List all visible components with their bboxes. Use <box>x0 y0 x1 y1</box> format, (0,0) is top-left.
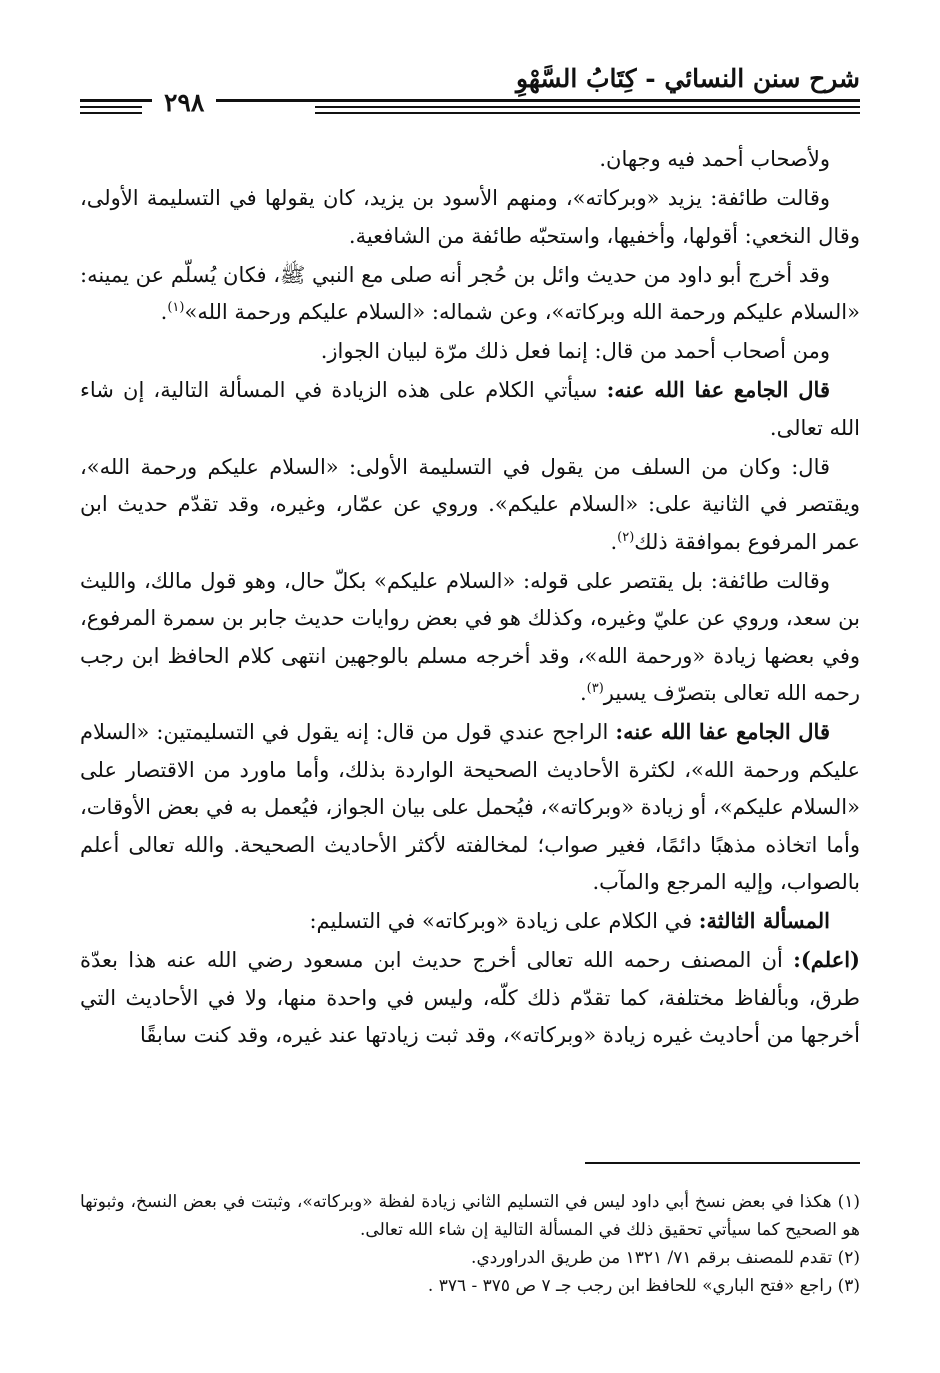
running-title: شرح سنن النسائي - كِتَابُ السَّهْوِ <box>515 64 860 93</box>
paragraph-text: ولأصحاب أحمد فيه وجهان. <box>599 147 830 171</box>
paragraph <box>80 140 860 179</box>
paragraph <box>80 371 860 447</box>
paragraph-text: وقد أخرج أبو داود من حديث وائل بن حُجر أنه صلى مع النبي ﷺ، فكان يُسلّم عن يمينه: «السلام عليكم ورحمة الله وبركاته»، وعن شماله: «السلام عليكم ورحمة الله» <box>80 262 860 324</box>
footnote-reference[interactable]: (٢) <box>617 529 635 545</box>
page-header <box>80 50 860 120</box>
paragraph <box>80 902 860 941</box>
footnote: (٣) راجع «فتح الباري» للحافظ ابن رجب جـ ٧ ص ٣٧٥ - ٣٧٦ . <box>427 1276 860 1296</box>
paragraph-text: وقالت طائفة: يزيد «وبركاته»، ومنهم الأسود بن يزيد، كان يقولها في التسليمة الأولى، وقال النخعي: أقولها، وأخفيها، واستحبّه طائفة من الشافعية. <box>80 186 860 248</box>
footnote-separator <box>585 1162 860 1164</box>
paragraph <box>80 448 860 562</box>
paragraph-text: قال: وكان من السلف من يقول في التسليمة الأولى: «السلام عليكم ورحمة الله»، ويقتصر في الثانية على: «السلام عليكم». وروي عن عمّار، وغيره، وقد تقدّم حديث ابن عمر المرفوع بموافقة ذلك <box>80 454 860 554</box>
paragraph-text: أن المصنف رحمه الله تعالى أخرج حديث ابن مسعود رضي الله عنه هذا بعدّة طرق، وبألفاظ مختلفة، كما تقدّم ذلك كلّه، وليس في واحدة منها، ولا في الأحاديث التي أخرجها من أحاديث غيره زيادة «وبركاته»، وقد ثبت زيادتها عند غيره، وقد كنت سابقًا <box>80 948 860 1047</box>
footnote: (١) هكذا في بعض نسخ أبي داود ليس في التسليم الثاني زيادة لفظة «وبركاته»، وثبتت في بعض النسخ، وثبوتها هو الصحيح كما سيأتي تحقيق ذلك في المسألة التالية إن شاء الله تعالى. <box>80 1192 860 1240</box>
header-double-rule-bottom <box>315 112 860 114</box>
footnote: (٢) تقدم للمصنف برقم ٧١/ ١٣٢١ من طريق الدراوردي. <box>471 1248 860 1268</box>
paragraph-text: وقالت طائفة: بل يقتصر على قوله: «السلام عليكم» بكلّ حال، وهو قول مالك، والليث بن سعد، وروي عن عليّ وغيره، وكذلك هو في بعض روايات حديث جابر بن سمرة المرفوع، وفي بعضها زيادة «ورحمة الله»، وقد أخرجه مسلم بالوجهين انتهى كلام الحافظ ابن رجب رحمه الله تعالى بتصرّف يسير <box>80 568 860 705</box>
paragraph-text: الراجح عندي قول من قال: إنه يقول في التسليمتين: «السلام عليكم ورحمة الله»، لكثرة الأحاديث الصحيحة الواردة بذلك، وأما ماورد من الاقتصار على «السلام عليكم»، أو زيادة «وبركاته»، فيُحمل على بيان الجواز، فيُعمل به في بعض الأوقات، وأما اتخاذه مذهبًا دائمًا، فغير صواب؛ لمخالفته لأكثر الأحاديث الصحيحة. والله تعالى أعلم بالصواب، وإليه المرجع والمآب. <box>80 720 860 894</box>
footnote-reference[interactable]: (٣) <box>586 681 604 696</box>
paragraph-lead: المسألة الثالثة: <box>698 908 830 933</box>
header-left-rule-top <box>80 106 142 108</box>
paragraph-lead: قال الجامع عفا الله عنه: <box>606 377 830 402</box>
paragraph <box>80 256 860 332</box>
footnote-reference[interactable]: (١) <box>167 300 185 315</box>
paragraph <box>80 713 860 902</box>
main-text <box>80 140 860 1055</box>
paragraph-lead: قال الجامع عفا الله عنه: <box>615 719 830 744</box>
header-left-rule-bottom <box>80 112 142 114</box>
paragraph <box>80 179 860 255</box>
paragraph <box>80 562 860 713</box>
header-double-rule-top <box>315 106 860 108</box>
footnotes <box>80 1188 860 1300</box>
paragraph <box>80 332 860 371</box>
paragraph-lead: (اعلم): <box>793 947 860 972</box>
paragraph-text: سيأتي الكلام على هذه الزيادة في المسألة التالية، إن شاء الله تعالى. <box>80 378 860 440</box>
page-number: ٢٩٨ <box>152 88 216 117</box>
paragraph-tail: . <box>160 300 168 324</box>
paragraph-tail: . <box>579 681 587 705</box>
paragraph-tail: . <box>610 529 618 554</box>
paragraph <box>80 941 860 1055</box>
paragraph-text: ومن أصحاب أحمد من قال: إنما فعل ذلك مرّة لبيان الجواز. <box>320 339 830 363</box>
paragraph-text: في الكلام على زيادة «وبركاته» في التسليم: <box>309 909 699 933</box>
